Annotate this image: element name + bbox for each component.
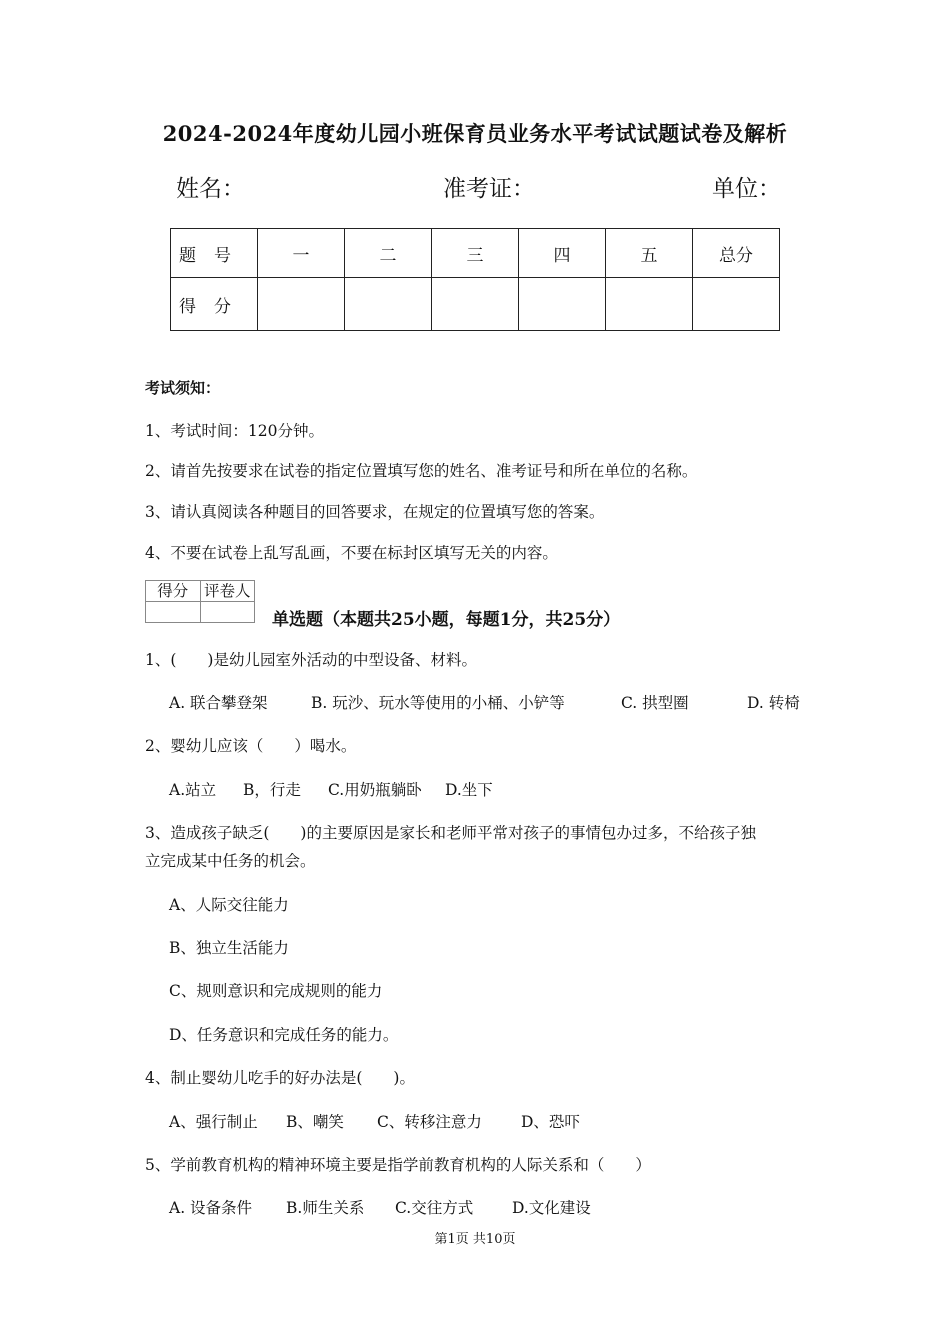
page-title: 2024-2024年度幼儿园小班保育员业务水平考试试题试卷及解析 bbox=[162, 121, 788, 146]
question-3-option-b[interactable]: B、独立生活能力 bbox=[169, 939, 289, 957]
question-4-option-c[interactable]: C、转移注意力 bbox=[377, 1113, 482, 1131]
score-table bbox=[170, 228, 780, 331]
question-3-option-d[interactable]: D、任务意识和完成任务的能力。 bbox=[169, 1026, 399, 1044]
score-cell-total[interactable] bbox=[693, 278, 780, 331]
question-5-option-b[interactable]: B.师生关系 bbox=[286, 1199, 365, 1217]
grader-box bbox=[145, 580, 255, 623]
grader-score-label: 得分 bbox=[146, 581, 201, 602]
score-cell-4[interactable] bbox=[519, 278, 606, 331]
question-5-stem: 5、学前教育机构的精神环境主要是指学前教育机构的人际关系和（ ） bbox=[145, 1156, 651, 1174]
score-cell-5[interactable] bbox=[606, 278, 693, 331]
unit-field-label: 单位： bbox=[712, 176, 781, 202]
question-1-option-b[interactable]: B. 玩沙、玩水等使用的小桶、小铲等 bbox=[311, 694, 565, 712]
question-3-stem-line-2: 立完成某中任务的机会。 bbox=[145, 852, 316, 870]
question-3-stem-line-1: 3、造成孩子缺乏( )的主要原因是家长和老师平常对孩子的事情包办过多，不给孩子独 bbox=[145, 824, 756, 842]
question-4-option-a[interactable]: A、强行制止 bbox=[169, 1113, 258, 1131]
name-field-label: 姓名： bbox=[176, 176, 245, 202]
notice-item-2: 2、请首先按要求在试卷的指定位置填写您的姓名、准考证号和所在单位的名称。 bbox=[145, 462, 698, 480]
score-table-col-total: 总分 bbox=[693, 229, 780, 278]
question-4-stem: 4、制止婴幼儿吃手的好办法是( )。 bbox=[145, 1069, 415, 1087]
notice-item-1: 1、考试时间：120分钟。 bbox=[145, 422, 324, 440]
page-footer: 第1页 共10页 bbox=[434, 1232, 516, 1247]
question-1-option-d[interactable]: D. 转椅 bbox=[747, 694, 800, 712]
score-table-col-4: 四 bbox=[519, 229, 606, 278]
question-2-option-a[interactable]: A.站立 bbox=[169, 781, 217, 799]
question-3-option-c[interactable]: C、规则意识和完成规则的能力 bbox=[169, 982, 383, 1000]
question-1-option-a[interactable]: A. 联合攀登架 bbox=[169, 694, 268, 712]
section-title: 单选题（本题共25小题，每题1分，共25分） bbox=[272, 610, 621, 630]
score-cell-1[interactable] bbox=[258, 278, 345, 331]
question-4-option-d[interactable]: D、恐吓 bbox=[521, 1113, 580, 1131]
score-table-header-row bbox=[171, 229, 780, 278]
score-table-col-1: 一 bbox=[258, 229, 345, 278]
question-5-option-a[interactable]: A. 设备条件 bbox=[169, 1199, 253, 1217]
score-cell-3[interactable] bbox=[432, 278, 519, 331]
score-table-score-row bbox=[171, 278, 780, 331]
score-table-col-3: 三 bbox=[432, 229, 519, 278]
score-table-col-5: 五 bbox=[606, 229, 693, 278]
grader-name-cell[interactable] bbox=[200, 602, 255, 623]
notice-item-4: 4、不要在试卷上乱写乱画，不要在标封区填写无关的内容。 bbox=[145, 544, 558, 562]
question-1-stem: 1、( )是幼儿园室外活动的中型设备、材料。 bbox=[145, 651, 477, 669]
question-2-option-c[interactable]: C.用奶瓶躺卧 bbox=[328, 781, 422, 799]
score-table-col-2: 二 bbox=[345, 229, 432, 278]
question-1-option-c[interactable]: C. 拱型圈 bbox=[621, 694, 689, 712]
grader-name-label: 评卷人 bbox=[200, 581, 255, 602]
question-3-option-a[interactable]: A、人际交往能力 bbox=[169, 896, 289, 914]
question-5-option-d[interactable]: D.文化建设 bbox=[512, 1199, 591, 1217]
exam-number-field-label: 准考证： bbox=[443, 176, 535, 202]
question-5-option-c[interactable]: C.交往方式 bbox=[395, 1199, 474, 1217]
notice-item-3: 3、请认真阅读各种题目的回答要求，在规定的位置填写您的答案。 bbox=[145, 503, 605, 521]
score-table-row1-label: 题号 bbox=[171, 229, 258, 278]
grader-score-cell[interactable] bbox=[146, 602, 201, 623]
question-2-option-d[interactable]: D.坐下 bbox=[445, 781, 493, 799]
score-table-row2-label: 得分 bbox=[171, 278, 258, 331]
notice-title: 考试须知： bbox=[145, 379, 221, 397]
question-2-option-b[interactable]: B，行走 bbox=[243, 781, 301, 799]
question-2-stem: 2、婴幼儿应该（ ）喝水。 bbox=[145, 737, 357, 755]
score-cell-2[interactable] bbox=[345, 278, 432, 331]
question-4-option-b[interactable]: B、嘲笑 bbox=[286, 1113, 344, 1131]
